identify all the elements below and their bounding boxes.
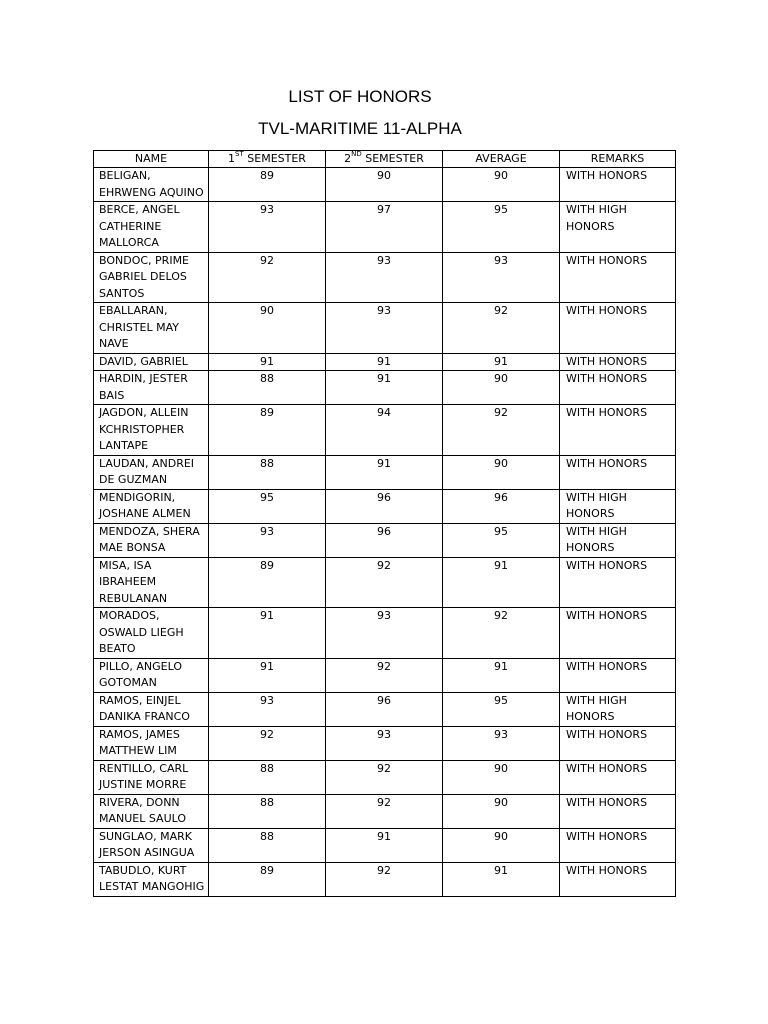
second-semester-grade: 92 bbox=[326, 557, 443, 608]
student-name: RIVERA, DONN MANUEL SAULO bbox=[94, 794, 209, 828]
remarks: WITH HONORS bbox=[560, 726, 676, 760]
table-row bbox=[94, 353, 676, 371]
first-semester-grade: 89 bbox=[209, 168, 326, 202]
remarks: WITH HIGH HONORS bbox=[560, 202, 676, 253]
average-grade: 95 bbox=[443, 692, 560, 726]
header-sem2-number: 2 bbox=[344, 152, 352, 165]
header-sem2-suffix: ND bbox=[351, 150, 362, 159]
table-row bbox=[94, 489, 676, 523]
table-row bbox=[94, 455, 676, 489]
honors-table bbox=[93, 150, 676, 897]
student-name: PILLO, ANGELO GOTOMAN bbox=[94, 658, 209, 692]
table-row bbox=[94, 303, 676, 354]
student-name: JAGDON, ALLEIN KCHRISTOPHER LANTAPE bbox=[94, 405, 209, 456]
first-semester-grade: 89 bbox=[209, 557, 326, 608]
header-name: NAME bbox=[94, 151, 209, 168]
remarks: WITH HONORS bbox=[560, 760, 676, 794]
remarks: WITH HONORS bbox=[560, 828, 676, 862]
header-sem2-label: SEMESTER bbox=[361, 152, 424, 165]
table-row bbox=[94, 405, 676, 456]
header-first-semester bbox=[209, 151, 326, 168]
average-grade: 90 bbox=[443, 828, 560, 862]
header-sem1-label: SEMESTER bbox=[243, 152, 306, 165]
average-grade: 91 bbox=[443, 557, 560, 608]
average-grade: 93 bbox=[443, 252, 560, 303]
second-semester-grade: 96 bbox=[326, 523, 443, 557]
table-row bbox=[94, 692, 676, 726]
average-grade: 93 bbox=[443, 726, 560, 760]
first-semester-grade: 92 bbox=[209, 726, 326, 760]
student-name: MENDIGORIN, JOSHANE ALMEN bbox=[94, 489, 209, 523]
first-semester-grade: 88 bbox=[209, 455, 326, 489]
second-semester-grade: 92 bbox=[326, 658, 443, 692]
remarks: WITH HONORS bbox=[560, 252, 676, 303]
first-semester-grade: 88 bbox=[209, 371, 326, 405]
table-row bbox=[94, 658, 676, 692]
student-name: RAMOS, EINJEL DANIKA FRANCO bbox=[94, 692, 209, 726]
second-semester-grade: 94 bbox=[326, 405, 443, 456]
remarks: WITH HONORS bbox=[560, 405, 676, 456]
table-row bbox=[94, 760, 676, 794]
average-grade: 90 bbox=[443, 794, 560, 828]
student-name: BERCE, ANGEL CATHERINE MALLORCA bbox=[94, 202, 209, 253]
average-grade: 91 bbox=[443, 353, 560, 371]
remarks: WITH HONORS bbox=[560, 303, 676, 354]
remarks: WITH HONORS bbox=[560, 862, 676, 896]
first-semester-grade: 92 bbox=[209, 252, 326, 303]
second-semester-grade: 96 bbox=[326, 692, 443, 726]
second-semester-grade: 92 bbox=[326, 760, 443, 794]
student-name: MENDOZA, SHERA MAE BONSA bbox=[94, 523, 209, 557]
first-semester-grade: 89 bbox=[209, 405, 326, 456]
average-grade: 92 bbox=[443, 405, 560, 456]
remarks: WITH HONORS bbox=[560, 557, 676, 608]
second-semester-grade: 91 bbox=[326, 371, 443, 405]
table-row bbox=[94, 168, 676, 202]
header-second-semester bbox=[326, 151, 443, 168]
table-row bbox=[94, 794, 676, 828]
student-name: SUNGLAO, MARK JERSON ASINGUA bbox=[94, 828, 209, 862]
average-grade: 92 bbox=[443, 608, 560, 659]
remarks: WITH HIGH HONORS bbox=[560, 489, 676, 523]
table-row bbox=[94, 862, 676, 896]
document-title: LIST OF HONORS bbox=[288, 87, 432, 106]
student-name: RAMOS, JAMES MATTHEW LIM bbox=[94, 726, 209, 760]
remarks: WITH HONORS bbox=[560, 794, 676, 828]
table-row bbox=[94, 523, 676, 557]
average-grade: 91 bbox=[443, 658, 560, 692]
header-remarks: REMARKS bbox=[560, 151, 676, 168]
section-title: TVL-MARITIME 11-ALPHA bbox=[258, 119, 462, 138]
first-semester-grade: 90 bbox=[209, 303, 326, 354]
average-grade: 95 bbox=[443, 523, 560, 557]
remarks: WITH HIGH HONORS bbox=[560, 523, 676, 557]
remarks: WITH HONORS bbox=[560, 608, 676, 659]
second-semester-grade: 93 bbox=[326, 252, 443, 303]
first-semester-grade: 91 bbox=[209, 608, 326, 659]
first-semester-grade: 91 bbox=[209, 353, 326, 371]
second-semester-grade: 93 bbox=[326, 608, 443, 659]
first-semester-grade: 93 bbox=[209, 202, 326, 253]
remarks: WITH HONORS bbox=[560, 371, 676, 405]
table-row bbox=[94, 202, 676, 253]
average-grade: 91 bbox=[443, 862, 560, 896]
second-semester-grade: 91 bbox=[326, 828, 443, 862]
second-semester-grade: 97 bbox=[326, 202, 443, 253]
table-row bbox=[94, 252, 676, 303]
student-name: EBALLARAN, CHRISTEL MAY NAVE bbox=[94, 303, 209, 354]
second-semester-grade: 91 bbox=[326, 455, 443, 489]
remarks: WITH HONORS bbox=[560, 658, 676, 692]
second-semester-grade: 92 bbox=[326, 794, 443, 828]
first-semester-grade: 89 bbox=[209, 862, 326, 896]
second-semester-grade: 92 bbox=[326, 862, 443, 896]
student-name: BELIGAN, EHRWENG AQUINO bbox=[94, 168, 209, 202]
first-semester-grade: 88 bbox=[209, 760, 326, 794]
average-grade: 95 bbox=[443, 202, 560, 253]
student-name: MISA, ISA IBRAHEEM REBULANAN bbox=[94, 557, 209, 608]
student-name: BONDOC, PRIME GABRIEL DELOS SANTOS bbox=[94, 252, 209, 303]
student-name: RENTILLO, CARL JUSTINE MORRE bbox=[94, 760, 209, 794]
table-row bbox=[94, 828, 676, 862]
table-row bbox=[94, 371, 676, 405]
second-semester-grade: 90 bbox=[326, 168, 443, 202]
second-semester-grade: 93 bbox=[326, 726, 443, 760]
header-average: AVERAGE bbox=[443, 151, 560, 168]
second-semester-grade: 91 bbox=[326, 353, 443, 371]
average-grade: 92 bbox=[443, 303, 560, 354]
table-row bbox=[94, 557, 676, 608]
student-name: HARDIN, JESTER BAIS bbox=[94, 371, 209, 405]
header-sem1-number: 1 bbox=[228, 152, 236, 165]
first-semester-grade: 88 bbox=[209, 794, 326, 828]
student-name: LAUDAN, ANDREI DE GUZMAN bbox=[94, 455, 209, 489]
first-semester-grade: 93 bbox=[209, 523, 326, 557]
header-sem1-suffix: ST bbox=[235, 150, 244, 159]
remarks: WITH HONORS bbox=[560, 455, 676, 489]
second-semester-grade: 93 bbox=[326, 303, 443, 354]
average-grade: 96 bbox=[443, 489, 560, 523]
first-semester-grade: 88 bbox=[209, 828, 326, 862]
remarks: WITH HONORS bbox=[560, 168, 676, 202]
table-row bbox=[94, 608, 676, 659]
average-grade: 90 bbox=[443, 168, 560, 202]
second-semester-grade: 96 bbox=[326, 489, 443, 523]
remarks: WITH HIGH HONORS bbox=[560, 692, 676, 726]
average-grade: 90 bbox=[443, 371, 560, 405]
student-name: DAVID, GABRIEL bbox=[94, 353, 209, 371]
first-semester-grade: 93 bbox=[209, 692, 326, 726]
first-semester-grade: 91 bbox=[209, 658, 326, 692]
average-grade: 90 bbox=[443, 455, 560, 489]
header-row bbox=[94, 151, 676, 168]
student-name: MORADOS, OSWALD LIEGH BEATO bbox=[94, 608, 209, 659]
student-name: TABUDLO, KURT LESTAT MANGOHIG bbox=[94, 862, 209, 896]
average-grade: 90 bbox=[443, 760, 560, 794]
table-row bbox=[94, 726, 676, 760]
remarks: WITH HONORS bbox=[560, 353, 676, 371]
first-semester-grade: 95 bbox=[209, 489, 326, 523]
